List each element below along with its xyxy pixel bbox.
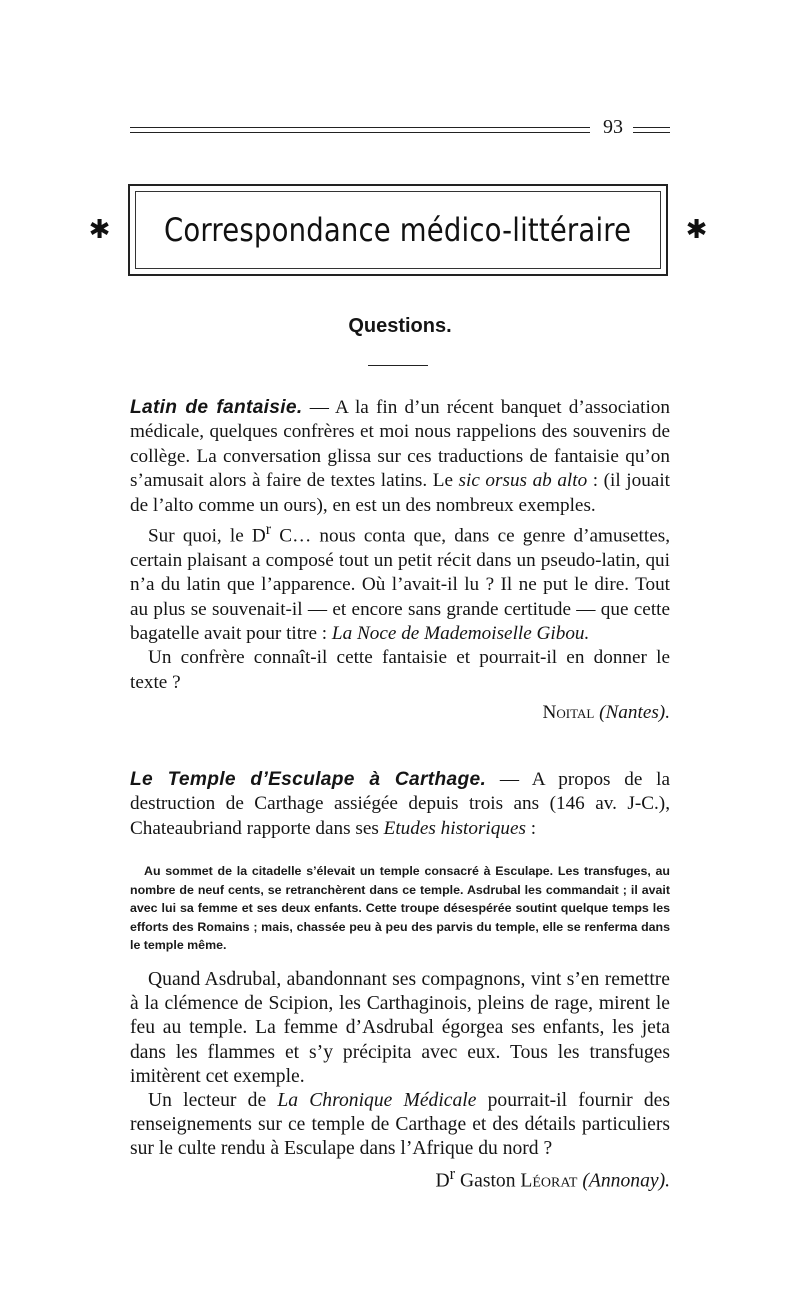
header-rule-right [633,127,670,133]
question-temple-paragraph-1 [130,768,670,841]
banner-title: Correspondance médico-littéraire [164,211,632,249]
text-run: Sur quoi, le D [148,525,266,547]
text-run-italic: La Chronique Médicale [277,1090,477,1112]
signature-name: Noital [542,702,595,724]
quotation-text: Au sommet de la citadelle s’élevait un temple consacré à Esculape. Les transfuges, au nombre de neuf cents, se retranchèrent dans ce temple. Asdrubal les commandait ; il avait avec lui sa femme et ses deux enfants. Cette troupe désespérée soutint quelque temps les efforts des Romains ; mais, chassée peu à peu des parvis du temple, elle se renferma dans le temple même. [130,864,670,953]
signature-name: Léorat [520,1170,578,1192]
signature-place: (Annonay). [582,1170,670,1192]
question-temple-continued [130,968,670,1193]
text-run: pourrait-il fournir des renseignements sur ce temple de Carthage et des détails particuliers sur le culte rendu à Esculape dans l’Afrique du nord ? [130,1090,670,1160]
signature-first-name: Gaston [455,1170,521,1192]
question-temple-paragraph-3 [130,1089,670,1162]
question-temple-paragraph-2: Quand Asdrubal, abandonnant ses compagnons, vint s’en remettre à la clémence de Scipion, les Carthaginois, pleins de rage, mirent le feu au temple. La femme d’Asdrubal égorgea ses enfants, les jeta dans les flammes et s’y précipita avec eux. Tous les transfuges imitèrent cet exemple. [130,969,670,1087]
text-run: — A propos de la destruction de Carthage assiégée depuis trois ans (146 av. J-C.), Chateaubriand rapporte dans ses [130,769,670,839]
running-header [130,118,670,142]
question-latin-paragraph-1 [130,396,670,518]
section-divider [368,365,428,366]
signature-title-sup: r [449,1163,456,1183]
text-run: C… nous conta que, dans ce genre d’amusettes, certain plaisant a composé tout un petit récit dans un pseudo-latin, qui n’a du latin que l’apparence. Où l’avait-il lu ? Il ne put le dire. Tout au plus se souvenait-il — et encore sans grande certitude — que cette bagatelle avait pour titre : [130,525,670,645]
star-ornament-icon: ✱ [88,215,111,245]
question-latin-title: Latin de fantaisie. [130,397,303,418]
text-run-italic: Etudes historiques [383,817,526,839]
question-temple [130,768,670,841]
question-latin-paragraph-3: Un confrère connaît-il cette fantaisie et pourrait-il en donner le texte ? [130,647,670,693]
text-run-italic: La Noce de Mademoiselle Gibou. [331,623,590,645]
signature-place: (Nantes). [599,702,670,724]
star-ornament-icon: ✱ [685,215,708,245]
question-latin-signature [130,701,670,725]
title-banner [88,184,708,276]
question-latin-paragraph-2 [130,518,670,646]
question-latin [130,396,670,726]
section-heading: Questions. [348,315,452,337]
text-run: : (il jouait de l’alto comme un ours), en est un des nombreux exemples. [130,470,670,516]
signature-title: D [435,1170,450,1192]
text-run-italic: sic orsus ab alto [458,470,588,492]
text-run: : [525,817,537,839]
quotation-block [130,862,670,955]
text-run: Un lecteur de [148,1090,278,1112]
text-run: — A la fin d’un récent banquet d’association médicale, quelques confrères et moi nous rappelions des souvenirs de collège. La conversation glissa sur ces traductions de fantaisie qu’on s’amusait alors à faire de textes latins. Le [130,397,670,492]
question-temple-title: Le Temple d’Esculape à Carthage. [130,769,487,790]
page-number: 93 [603,116,623,138]
question-temple-signature [130,1162,670,1194]
title-banner-inner [88,191,708,269]
text-run-sup: r [265,521,272,539]
header-rule-left [130,127,590,133]
